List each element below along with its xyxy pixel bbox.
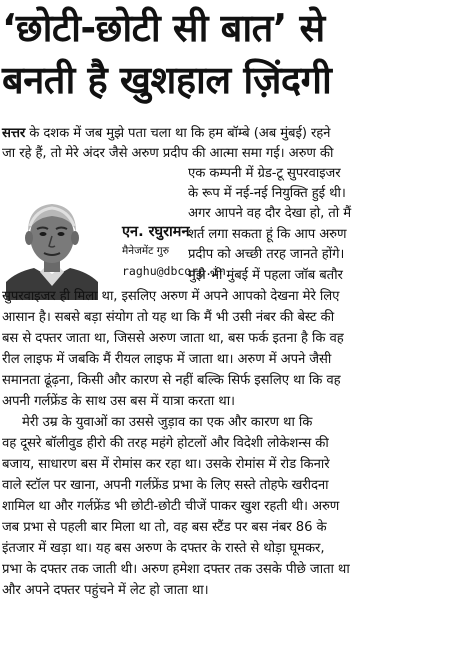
headline-line-1: ‘छोटी-छोटी सी बात’ से — [2, 6, 325, 50]
article-line: आसान है। सबसे बड़ा संयोग तो यह था कि मैं भी उसी नंबर की बेस्ट की — [2, 310, 335, 325]
article-line: शर्त लगा सकता हूं कि आप अरुण — [188, 227, 347, 242]
article-line: इंतजार में खड़ा था। यह बस अरुण के दफ्तर के रास्ते से थोड़ा घूमकर, — [2, 541, 325, 556]
headline — [0, 2, 455, 106]
article-line: के रूप में नई-नई नियुक्ति हुई थी। — [188, 186, 346, 201]
article-line: वह दूसरे बॉलीवुड हीरो की तरह महंगे होटलों और विदेशी लोकेशन्स की — [2, 436, 329, 451]
author-email[interactable]: raghu@dbcorp.in — [122, 264, 226, 278]
article-line: अपनी गर्लफ्रेंड के साथ उस बस में यात्रा करता था। — [2, 394, 235, 409]
article-line: एक कम्पनी में ग्रेड-टू सुपरवाइजर — [188, 166, 341, 181]
article-line: प्रदीप को अच्छी तरह जानते होंगे। — [188, 247, 345, 262]
author-photo — [6, 186, 98, 300]
article-line: अगर आपने वह दौर देखा हो, तो मैं — [188, 206, 352, 221]
article-line-text: के दशक में जब मुझे पता चला था कि हम बॉम्बे (अब मुंबई) रहने — [25, 126, 331, 141]
article-line: वाले स्टॉल पर खाना, अपनी गर्लफ्रेंड प्रभा के लिए सस्ते तोहफे खरीदना — [2, 478, 329, 493]
article-line: रील लाइफ में जबकि मैं रीयल लाइफ में जाता था। अरुण में अपने जैसी — [2, 352, 332, 367]
lead-word: सत्तर — [2, 126, 26, 141]
article-line: सुपरवाइजर ही मिला था, इसलिए अरुण में अपने आपको देखना मेरे लिए — [2, 289, 340, 304]
article-line: मेरी उम्र के युवाओं का उससे जुड़ाव का एक और कारण था कि — [22, 415, 313, 430]
article-line: जब प्रभा से पहली बार मिला था तो, वह बस स्टैंड पर बस नंबर 86 के — [2, 520, 327, 535]
article-line — [2, 124, 330, 145]
article-line: समानता ढूंढ़ना, किसी और कारण से नहीं बल्कि सिर्फ इसलिए था कि वह — [2, 373, 341, 388]
article-line: प्रभा के दफ्तर तक जाती थी। अरुण हमेशा दफ्तर तक उसके पीछे जाता था — [2, 562, 350, 577]
article-line: मुझे भी मुंबई में पहला जॉब बतौर — [188, 268, 343, 283]
author-name: एन. रघुरामन — [122, 224, 190, 240]
article-line: जा रहे हैं, तो मेरे अंदर जैसे अरुण प्रदीप की आत्मा समा गई। अरुण की — [2, 146, 334, 161]
article-line: बस से दफ्तर जाता था, जिससे अरुण जाता था, बस फर्क इतना है कि वह — [2, 331, 344, 346]
headline-line-2: बनती है खुशहाल ज़िंदगी — [2, 58, 332, 102]
article-line: बजाय, साधारण बस में रोमांस कर रहा था। उसके रोमांस में रोड किनारे — [2, 457, 330, 472]
article-line: और अपने दफ्तर पहुंचने में लेट हो जाता था। — [2, 583, 209, 598]
author-role: मैनेजमेंट गुरु — [122, 245, 169, 257]
article-line: शामिल था और गर्लफ्रेंड भी छोटी-छोटी चीजें पाकर खुश रहती थी। अरुण — [2, 499, 340, 514]
author-portrait-image — [6, 186, 98, 300]
